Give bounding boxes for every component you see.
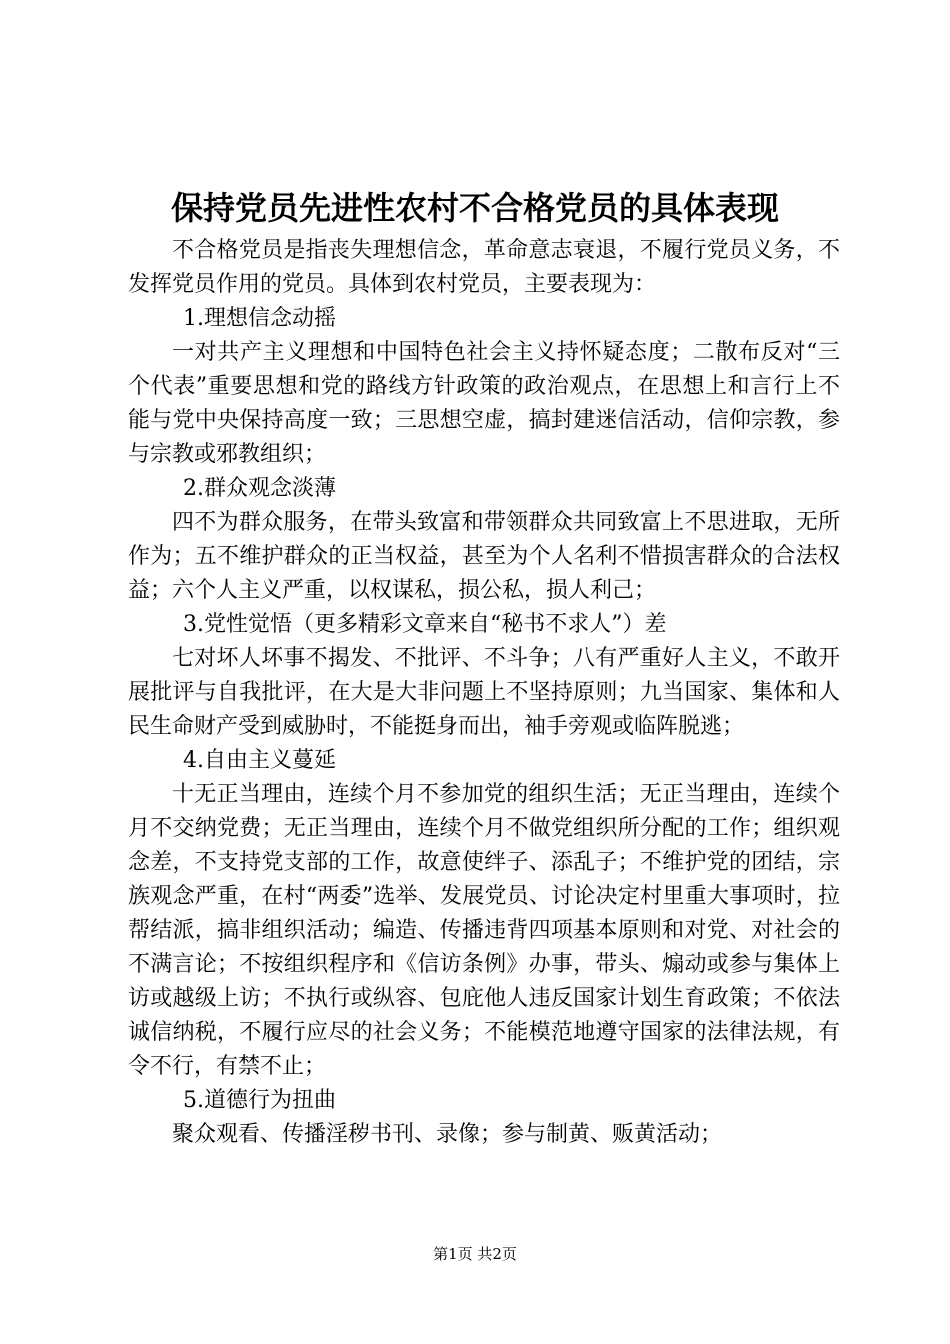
section-paragraph-3: 七对坏人坏事不揭发、不批评、不斗争；八有严重好人主义，不敢开展批评与自我批评，在大是大非问题上不坚持原则；九当国家、集体和人民生命财产受到威胁时，不能挺身而出，袖手旁观或临阵脱逃；	[128, 646, 840, 739]
section-heading-1: 1.理想信念动摇	[183, 306, 336, 331]
document-title: 保持党员先进性农村不合格党员的具体表现	[170, 189, 779, 227]
intro-paragraph: 不合格党员是指丧失理想信念，革命意志衰退，不履行党员义务，不发挥党员作用的党员。具体到农村党员，主要表现为：	[128, 238, 840, 297]
section-paragraph-2: 四不为群众服务，在带头致富和带领群众共同致富上不思进取，无所作为；五不维护群众的正当权益，甚至为个人名利不惜损害群众的合法权益；六个人主义严重，以权谋私，损公私，损人利己；	[128, 510, 840, 603]
section-heading-5: 5.道德行为扭曲	[183, 1088, 336, 1113]
section-heading-4: 4.自由主义蔓延	[183, 748, 336, 773]
document-body	[128, 234, 840, 1152]
section-heading-2: 2.群众观念淡薄	[183, 476, 336, 501]
section-heading-3: 3.党性觉悟（更多精彩文章来自“秘书不求人”）差	[183, 612, 667, 637]
section-paragraph-5: 聚众观看、传播淫秽书刊、录像；参与制黄、贩黄活动；	[172, 1122, 723, 1147]
page-footer: 第1页 共2页	[433, 1245, 517, 1263]
section-paragraph-4: 十无正当理由，连续个月不参加党的组织生活；无正当理由，连续个月不交纳党费；无正当理由，连续个月不做党组织所分配的工作；组织观念差，不支持党支部的工作，故意使绊子、添乱子；不维护党的团结，宗族观念严重，在村“两委”选举、发展党员、讨论决定村里重大事项时，拉帮结派，搞非组织活动；编造、传播违背四项基本原则和对党、对社会的不满言论；不按组织程序和《信访条例》办事，带头、煽动或参与集体上访或越级上访；不执行或纵容、包庇他人违反国家计划生育政策；不依法诚信纳税，不履行应尽的社会义务；不能模范地遵守国家的法律法规，有令不行，有禁不止；	[128, 782, 840, 1079]
section-paragraph-1: 一对共产主义理想和中国特色社会主义持怀疑态度；二散布反对“三个代表”重要思想和党的路线方针政策的政治观点，在思想上和言行上不能与党中央保持高度一致；三思想空虚，搞封建迷信活动，信仰宗教，参与宗教或邪教组织；	[128, 340, 840, 467]
